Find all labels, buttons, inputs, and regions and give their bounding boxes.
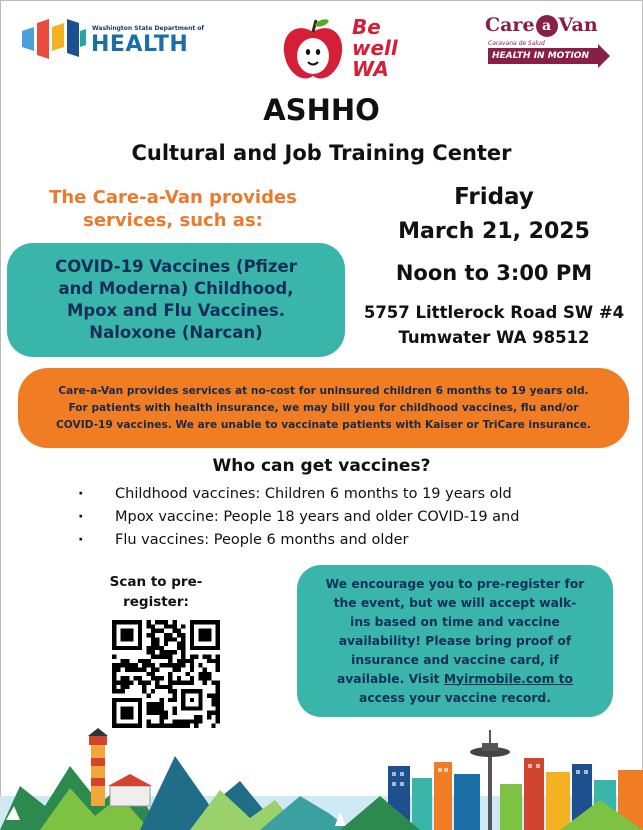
provides-heading [28,186,318,232]
provides-heading-line-2: services, such as: [83,210,263,231]
event-time: Noon to 3:00 PM [395,261,593,285]
careavan-circle-a: a [536,15,558,37]
careavan-logo [485,14,615,70]
bewell-line-3: WA [352,57,389,81]
register-line-2: the event, but we will accept walk- [333,595,577,610]
eligibility-list [78,483,519,552]
services-line-3: Mpox and Flu Vaccines. [66,301,286,320]
list-item: · Flu vaccines: People 6 months and older [78,529,519,552]
notice-line-1: Care-a-Van provides services at no-cost for uninsured children 6 months to 19 years old. [58,384,589,397]
event-address-line-2: Tumwater WA 98512 [398,328,590,347]
scan-line-1: Scan to pre- [109,574,203,590]
event-day: Friday [454,184,534,210]
services-box [7,243,345,357]
apple-icon [278,16,348,86]
lighthouse-icon [88,728,108,806]
list-item: · Childhood vaccines: Children 6 months to 19 years old [78,483,519,506]
scan-label [96,572,216,612]
bewell-line-2: well [352,36,398,60]
event-date: March 21, 2025 [398,219,590,244]
event-address-line-1: 5757 Littlerock Road SW #4 [363,303,625,322]
org-title: ASHHO [263,93,380,127]
doh-blocks-icon [22,17,86,61]
scan-line-2: register: [123,594,189,610]
register-line-1: We encourage you to pre-register for [325,576,585,591]
register-line-7: access your vaccine record. [359,690,551,705]
services-line-4: Naloxone (Narcan) [89,323,263,342]
doh-state-text: Washington State Department of [92,25,205,32]
notice-line-3: COVID-19 vaccines. We are unable to vaccinate patients with Kaiser or TriCare insurance. [56,418,591,431]
careavan-subtitle: Caravana de Salud [488,40,545,47]
notice-line-2: For patients with health insurance, we may bill you for childhood vaccines, flu and/or [68,401,579,414]
bewell-logo [278,14,418,90]
careavan-name [485,14,598,37]
register-line-4: availability! Please bring proof of [338,633,572,648]
venue-title: Cultural and Job Training Center [131,141,512,165]
register-line-6: available. Visit [336,671,444,686]
careavan-tagline: HEALTH IN MOTION [488,48,599,64]
provides-heading-line-1: The Care-a-Van provides [49,187,297,208]
list-item: · Mpox vaccine: People 18 years and older COVID-19 and [78,506,519,529]
register-line-3: ins based on time and vaccine [350,614,560,629]
careavan-name-left: Care [485,14,535,36]
eligibility-heading: Who can get vaccines? [212,456,431,476]
services-line-2: and Moderna) Childhood, [58,279,294,298]
doh-health-text: HEALTH [91,32,189,57]
register-box [297,565,613,717]
skyline-illustration [0,726,643,830]
myirmobile-link[interactable]: Myirmobile.com to [443,671,574,686]
careavan-name-right: Van [558,14,598,36]
doh-logo [22,15,207,63]
qr-code[interactable] [112,620,220,728]
bewell-line-1: Be [352,15,381,39]
services-line-1: COVID-19 Vaccines (Pfizer [55,257,297,276]
cost-notice [18,368,629,448]
arrow-right-icon [598,44,610,68]
register-line-5: insurance and vaccine card, if [351,652,559,667]
